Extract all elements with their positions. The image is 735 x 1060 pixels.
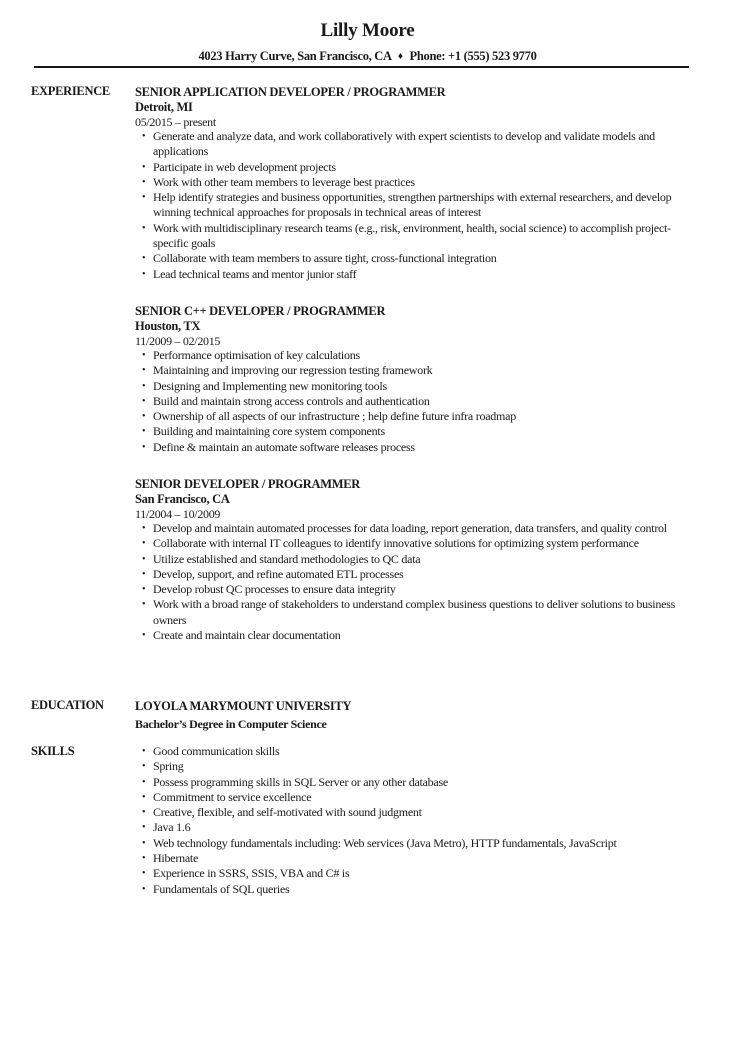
bullet-icon: • (142, 822, 146, 834)
skill-text: Possess programming skills in SQL Server or any other database (153, 774, 449, 789)
list-item (135, 866, 695, 881)
bullet-text: Lead technical teams and mentor junior staff (153, 266, 357, 281)
job-title: SENIOR APPLICATION DEVELOPER / PROGRAMMER (135, 85, 446, 99)
diamond-separator-icon: ♦ (397, 51, 403, 62)
bullet-icon: • (142, 837, 146, 849)
bullet-icon: • (142, 441, 146, 453)
list-item (135, 597, 695, 628)
job-dates: 11/2004 – 10/2009 (135, 507, 221, 521)
bullet-icon: • (142, 599, 146, 611)
list-item (135, 552, 695, 567)
job-bullets (135, 521, 695, 643)
job-dates: 05/2015 – present (135, 115, 216, 129)
bullet-icon: • (142, 395, 146, 407)
skill-text: Spring (153, 759, 184, 774)
job-location: San Francisco, CA (135, 492, 230, 506)
bullet-icon: • (142, 268, 146, 280)
school-name: LOYOLA MARYMOUNT UNIVERSITY (135, 699, 352, 713)
bullet-icon: • (142, 807, 146, 819)
bullet-icon: • (142, 176, 146, 188)
list-item (135, 160, 695, 175)
bullet-text: Develop robust QC processes to ensure data integrity (153, 582, 396, 597)
list-item (135, 379, 695, 394)
bullet-icon: • (142, 161, 146, 173)
job-bullets (135, 348, 695, 455)
bullet-text: Participate in web development projects (153, 159, 336, 174)
list-item (135, 628, 695, 643)
bullet-icon: • (142, 253, 146, 265)
bullet-icon: • (142, 630, 146, 642)
list-item (135, 348, 695, 363)
job-entry (135, 303, 695, 455)
degree: Bachelor’s Degree in Computer Science (135, 717, 327, 731)
bullet-text: Maintaining and improving our regression testing framework (153, 363, 433, 378)
skill-text: Web technology fundamentals including: Web services (Java Metro), HTTP fundamentals, JavaScript (153, 835, 617, 850)
skill-text: Good communication skills (153, 744, 280, 758)
bullet-icon: • (142, 426, 146, 438)
bullet-icon: • (142, 791, 146, 803)
skill-text: Commitment to service excellence (153, 789, 312, 804)
list-item (135, 744, 695, 759)
address: 4023 Harry Curve, San Francisco, CA (198, 49, 392, 63)
bullet-text: Define & maintain an automate software releases process (153, 439, 415, 454)
skills-body (135, 744, 695, 897)
skills-list (135, 744, 695, 897)
header-divider (34, 66, 689, 68)
bullet-icon: • (142, 222, 146, 234)
experience-body (135, 84, 695, 643)
bullet-icon: • (142, 853, 146, 865)
list-item (135, 836, 695, 851)
list-item (135, 536, 695, 551)
list-item (135, 790, 695, 805)
list-item (135, 424, 695, 439)
bullet-icon: • (142, 553, 146, 565)
bullet-text: Designing and Implementing new monitoring tools (153, 378, 387, 393)
list-item (135, 775, 695, 790)
phone: Phone: +1 (555) 523 9770 (409, 49, 537, 63)
bullet-icon: • (142, 365, 146, 377)
bullet-icon: • (142, 584, 146, 596)
candidate-name: Lilly Moore (320, 20, 415, 41)
bullet-text: Help identify strategies and business opportunities, strengthen partnerships with external researchers, and develop winning technical approaches for proposals in technical areas of interest (153, 190, 672, 220)
list-item (135, 567, 695, 582)
bullet-icon: • (142, 523, 146, 534)
bullet-icon: • (142, 538, 146, 550)
list-item (135, 267, 695, 282)
bullet-icon: • (142, 131, 146, 142)
list-item (135, 582, 695, 597)
bullet-text: Collaborate with team members to assure tight, cross-functional integration (153, 251, 497, 266)
bullet-icon: • (142, 746, 146, 757)
list-item (135, 805, 695, 820)
job-title: SENIOR DEVELOPER / PROGRAMMER (135, 477, 360, 491)
skill-text: Creative, flexible, and self-motivated with sound judgment (153, 805, 422, 820)
list-item (135, 521, 695, 536)
list-item (135, 820, 695, 835)
bullet-icon: • (142, 192, 146, 204)
section-label-education: EDUCATION (31, 698, 104, 712)
bullet-text: Utilize established and standard methodologies to QC data (153, 551, 421, 566)
bullet-icon: • (142, 568, 146, 580)
section-label-skills: SKILLS (31, 744, 75, 758)
section-label-experience: EXPERIENCE (31, 84, 110, 98)
job-title: SENIOR C++ DEVELOPER / PROGRAMMER (135, 304, 386, 318)
bullet-text: Building and maintaining core system components (153, 424, 385, 439)
bullet-text: Develop and maintain automated processes for data loading, report generation, data transfers, and quality control (153, 521, 667, 535)
bullet-icon: • (142, 411, 146, 423)
job-entry (135, 84, 695, 282)
contact-line (0, 49, 735, 64)
skill-text: Hibernate (153, 851, 199, 866)
bullet-text: Performance optimisation of key calculations (153, 348, 360, 362)
job-dates: 11/2009 – 02/2015 (135, 334, 221, 348)
bullet-text: Collaborate with internal IT colleagues to identify innovative solutions for optimizing system performance (153, 536, 639, 551)
bullet-icon: • (142, 761, 146, 773)
bullet-text: Generate and analyze data, and work collaboratively with expert scientists to develop and validate models and applications (153, 129, 655, 159)
skill-text: Fundamentals of SQL queries (153, 881, 290, 896)
list-item (135, 190, 695, 221)
job-bullets (135, 129, 695, 282)
bullet-icon: • (142, 350, 146, 361)
bullet-text: Work with other team members to leverage best practices (153, 174, 415, 189)
bullet-text: Develop, support, and refine automated ETL processes (153, 566, 404, 581)
bullet-text: Build and maintain strong access controls and authentication (153, 393, 430, 408)
bullet-text: Ownership of all aspects of our infrastructure ; help define future infra roadmap (153, 409, 516, 424)
list-item (135, 851, 695, 866)
job-entry (135, 476, 695, 643)
list-item (135, 251, 695, 266)
bullet-text: Work with multidisciplinary research teams (e.g., risk, environment, health, social science) to accomplish project-specific goals (153, 220, 671, 251)
list-item (135, 221, 695, 252)
job-location: Houston, TX (135, 319, 201, 333)
bullet-icon: • (142, 883, 146, 895)
bullet-icon: • (142, 776, 146, 788)
list-item (135, 175, 695, 190)
list-item (135, 394, 695, 409)
bullet-icon: • (142, 380, 146, 392)
list-item (135, 882, 695, 897)
list-item (135, 409, 695, 424)
skill-text: Java 1.6 (153, 820, 191, 835)
job-location: Detroit, MI (135, 100, 193, 114)
bullet-icon: • (142, 868, 146, 880)
skill-text: Experience in SSRS, SSIS, VBA and C# is (153, 866, 350, 881)
bullet-text: Work with a broad range of stakeholders to understand complex business questions to deliver solutions to business owners (153, 597, 676, 627)
list-item (135, 759, 695, 774)
education-body (135, 698, 695, 732)
list-item (135, 363, 695, 378)
list-item (135, 129, 695, 160)
bullet-text: Create and maintain clear documentation (153, 628, 341, 643)
list-item (135, 440, 695, 455)
